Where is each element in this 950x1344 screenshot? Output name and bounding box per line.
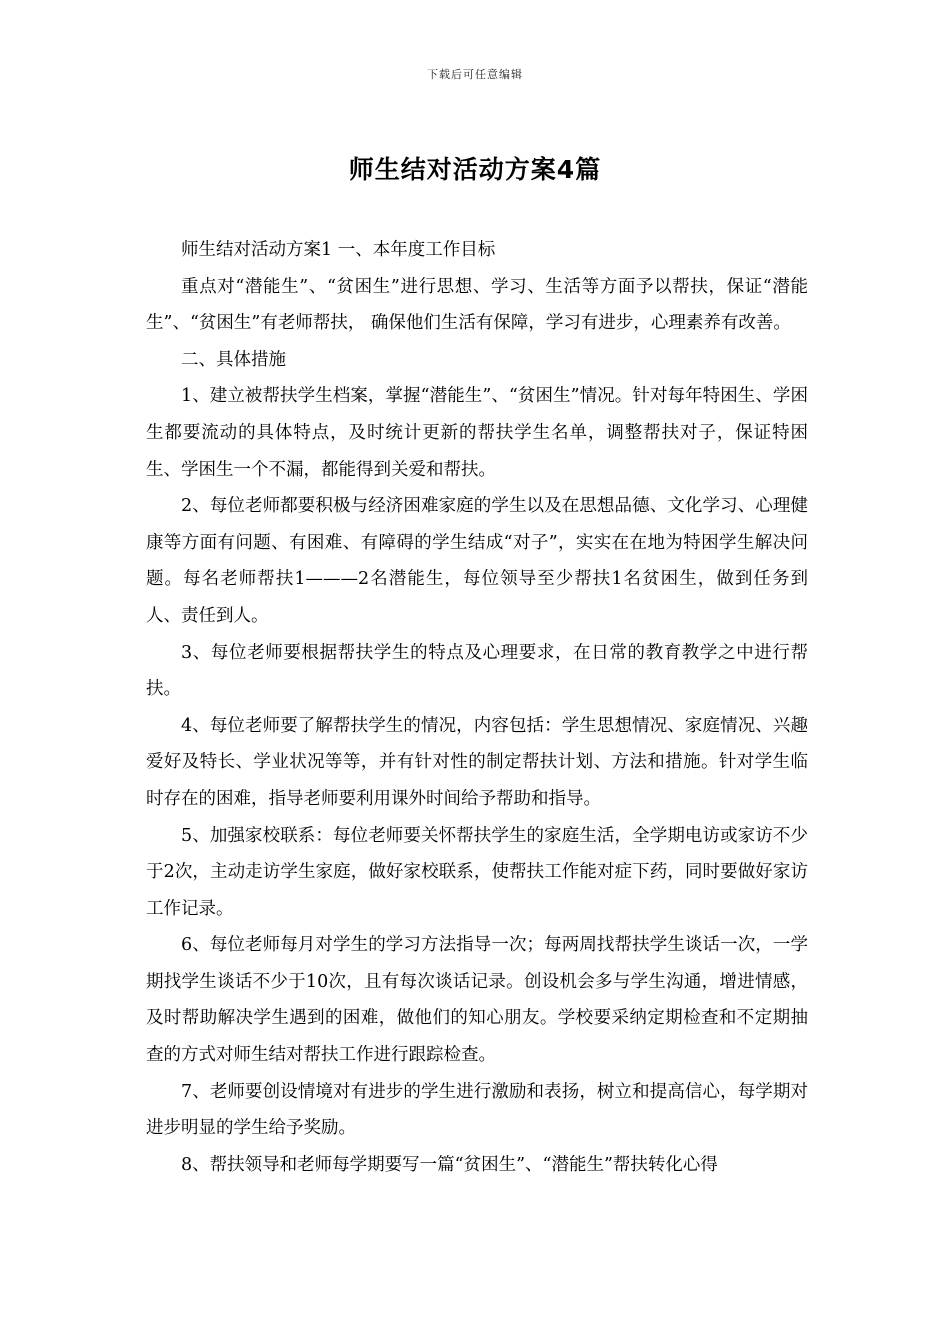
document-body <box>146 232 808 1183</box>
document-title: 师生结对活动方案4篇 <box>348 155 602 184</box>
paragraph-measure-8: 8、帮扶领导和老师每学期要写一篇“贫困生”、“潜能生”帮扶转化心得 <box>181 1154 718 1175</box>
paragraph-measure-2: 2、每位老师都要积极与经济困难家庭的学生以及在思想品德、文化学习、心理健康等方面有问题、有困难、有障碍的学生结成“对子”，实实在在地为特困学生解决问题。每名老师帮扶1———2名潜能生，每位领导至少帮扶1名贫困生，做到任务到人、责任到人。 <box>146 496 808 626</box>
paragraph-measure-4: 4、每位老师要了解帮扶学生的情况，内容包括：学生思想情况、家庭情况、兴趣爱好及特长、学业状况等等，并有针对性的制定帮扶计划、方法和措施。针对学生临时存在的困难，指导老师要利用课外时间给予帮助和指导。 <box>146 715 808 809</box>
section-heading-measures: 二、具体措施 <box>181 349 286 370</box>
header-note: 下载后可任意编辑 <box>427 68 523 81</box>
paragraph-measure-3: 3、每位老师要根据帮扶学生的特点及心理要求，在日常的教育教学之中进行帮扶。 <box>146 642 808 700</box>
paragraph-intro: 师生结对活动方案1 一、本年度工作目标 <box>181 240 496 260</box>
paragraph-goal: 重点对“潜能生”、“贫困生”进行思想、学习、生活等方面予以帮扶，保证“潜能生”、“贫困生”有老师帮扶， 确保他们生活有保障，学习有进步，心理素养有改善。 <box>146 276 808 334</box>
paragraph-measure-5: 5、加强家校联系：每位老师要关怀帮扶学生的家庭生活，全学期电访或家访不少于2次，主动走访学生家庭，做好家校联系，使帮扶工作能对症下药，同时要做好家访工作记录。 <box>146 825 808 919</box>
paragraph-measure-7: 7、老师要创设情境对有进步的学生进行激励和表扬，树立和提高信心，每学期对进步明显的学生给予奖励。 <box>146 1081 808 1139</box>
paragraph-measure-6: 6、每位老师每月对学生的学习方法指导一次；每两周找帮扶学生谈话一次，一学期找学生谈话不少于10次，且有每次谈话记录。创设机会多与学生沟通，增进情感，及时帮助解决学生遇到的困难，做他们的知心朋友。学校要采纳定期检查和不定期抽查的方式对师生结对帮扶工作进行跟踪检查。 <box>146 935 808 1066</box>
paragraph-measure-1: 1、建立被帮扶学生档案，掌握“潜能生”、“贫困生”情况。针对每年特困生、学困生都要流动的具体特点，及时统计更新的帮扶学生名单，调整帮扶对子，保证特困生、学困生一个不漏，都能得到关爱和帮扶。 <box>146 386 808 480</box>
